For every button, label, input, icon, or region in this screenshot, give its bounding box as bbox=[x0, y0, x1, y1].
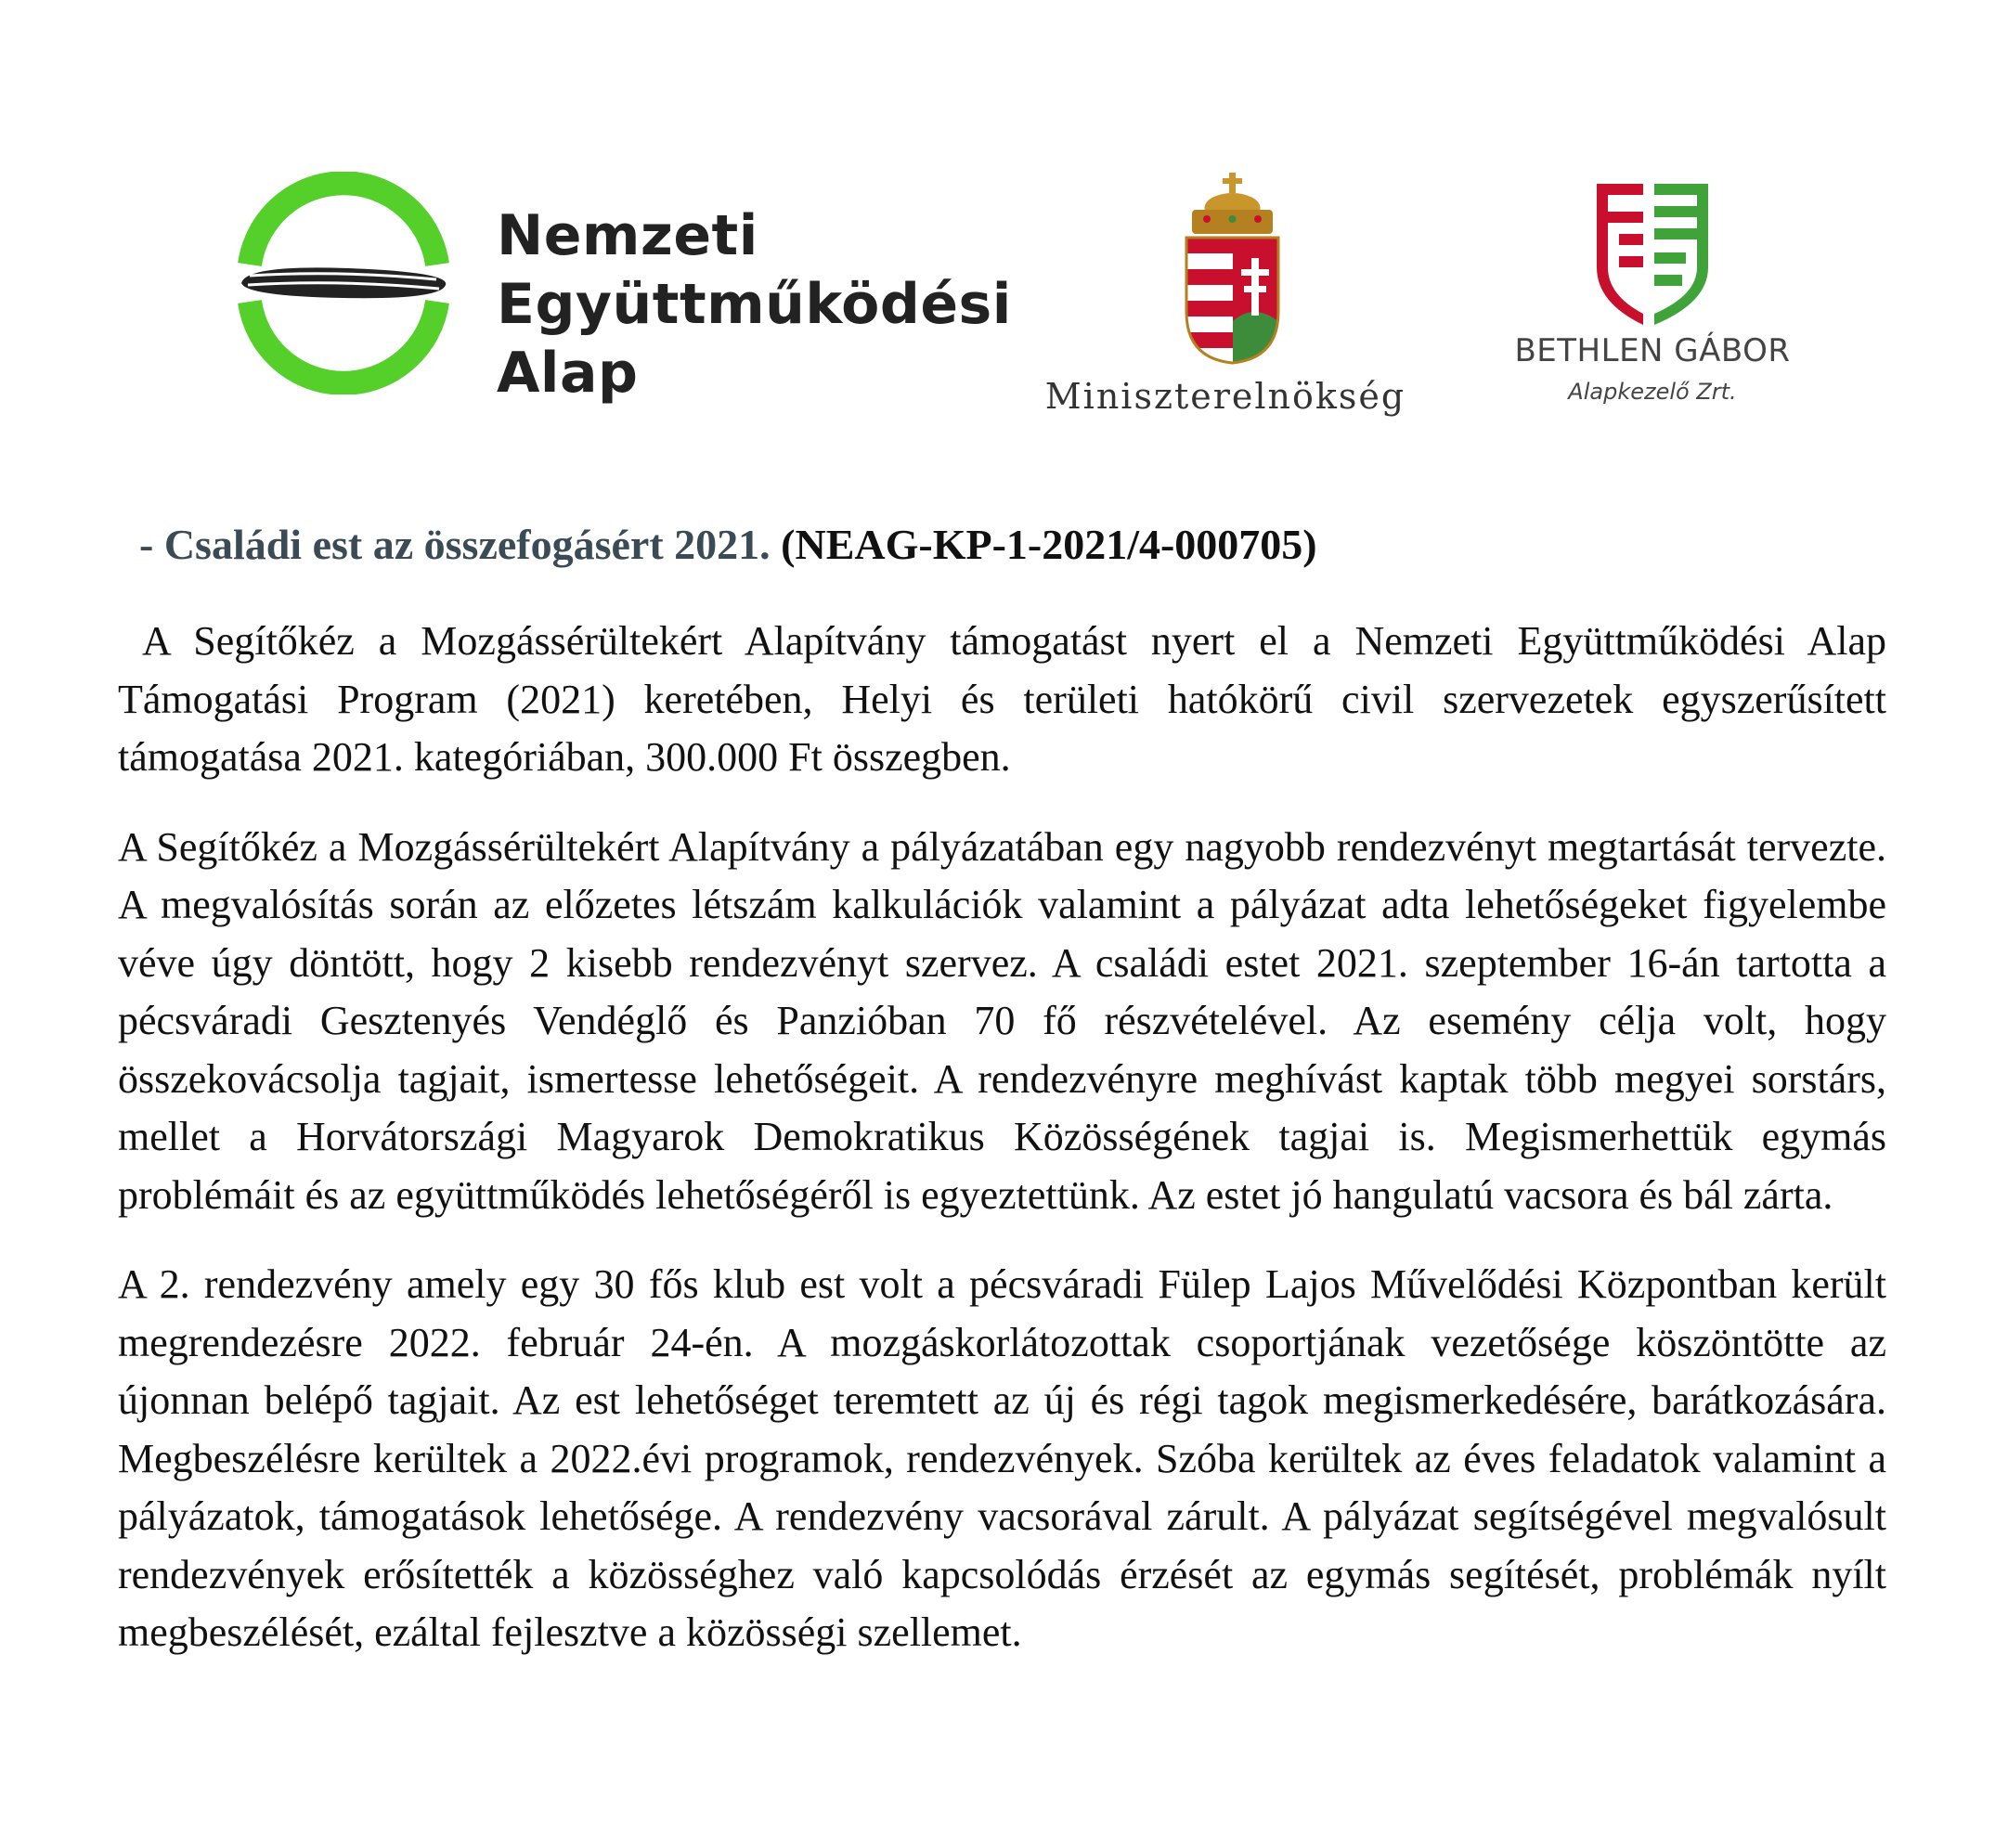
bethlen-gabor-name: BETHLEN GÁBOR bbox=[1514, 332, 1791, 369]
neag-ring-icon bbox=[237, 172, 450, 394]
neag-line-3: Alap bbox=[497, 341, 639, 406]
document-body bbox=[118, 613, 1897, 1694]
paragraph-3: A 2. rendezvény amely egy 30 fős klub est volt a pécsváradi Fülep Lajos Művelődési Központban került megrendezésre 2022. február 24-én. A mozgáskorlátozottak csoportjának vezetősége köszöntötte az újonnan belépő tagjait. Az est lehetőséget teremtett az új és régi tagok megismerkedésére, barátkozására. Megbeszélésre kerültek a 2022.évi programok, rendezvények. Szóba kerültek az éves feladatok valamint a pályázatok, támogatások lehetősége. A rendezvény vacsorával zárult. A pályázat segítségével megvalósult rendezvények erősítették a közösséghez való kapcsolódás érzését az egymás segítését, problémák nyílt megbeszélését, ezáltal fejlesztve a közösségi szellemet. bbox=[118, 1261, 1886, 1655]
neag-wordmark bbox=[497, 201, 1012, 407]
ministry-logo bbox=[1021, 167, 1430, 418]
paragraph-2: A Segítőkéz a Mozgássérültekért Alapítvány a pályázatában egy nagyobb rendezvényt megtartását tervezte. A megvalósítás során az előzetes létszám kalkulációk valamint a pályázat adta lehetőségeket figyelembe véve úgy döntött, hogy 2 kisebb rendezvényt szervez. A családi estet 2021. szeptember 16-án tartotta a pécsváradi Gesztenyés Vendéglő és Panzióban 70 fő részvételével. Az esemény célja volt, hogy összekovácsolja tagjait, ismertesse lehetőségeit. A rendezvényre meghívást kaptak több megyei sorstárs, mellet a Horvátországi Magyarok Demokratikus Közösségének tagjai is. Megismerhettük egymás problémáit és az együttműködés lehetőségéről is egyeztettünk. Az estet jó hangulatú vacsora és bál zárta. bbox=[118, 823, 1886, 1218]
bethlen-gabor-logo bbox=[1504, 174, 1801, 416]
neag-line-1: Nemzeti bbox=[497, 203, 758, 268]
ministry-name: Miniszterelnökség bbox=[1044, 376, 1406, 417]
paragraph-1: A Segítőkéz a Mozgássérültekért Alapítvány támogatást nyert el a Nemzeti Együttműködési Alap Támogatási Program (2021) keretében, Helyi és területi hatókörű civil szervezetek egyszerűsített támogatása 2021. kategóriában, 300.000 Ft összegben. bbox=[118, 618, 1897, 780]
hungarian-coat-of-arms-icon bbox=[1179, 173, 1286, 368]
neag-line-2: Együttműködési bbox=[497, 272, 1012, 337]
heading-project-code: (NEAG-KP-1-2021/4-000705) bbox=[781, 521, 1317, 568]
document-heading bbox=[139, 520, 1317, 569]
heading-title: - Családi est az összefogásért 2021. bbox=[139, 521, 771, 568]
bethlen-gabor-subtitle: Alapkezelő Zrt. bbox=[1568, 379, 1737, 405]
neag-logo bbox=[237, 172, 1012, 406]
bethlen-gabor-mark-icon bbox=[1587, 174, 1717, 328]
